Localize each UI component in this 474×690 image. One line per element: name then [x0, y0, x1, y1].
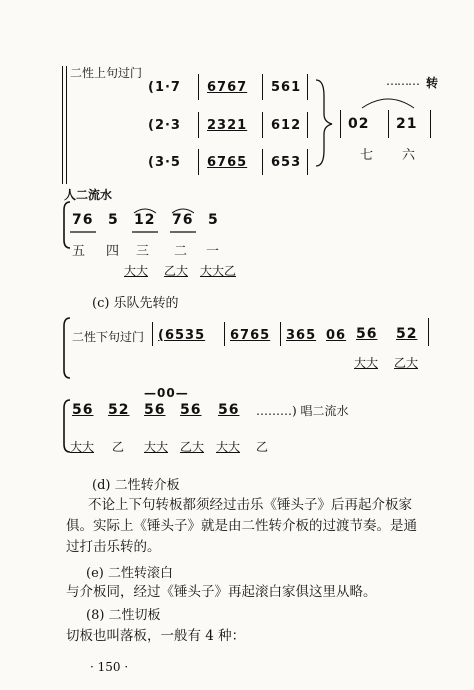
section-c-row2-perc-4: 乙大 — [180, 440, 205, 454]
section-c-g2: 6765 — [230, 328, 271, 343]
block1-row1-g2: 6767 — [207, 80, 248, 95]
block1-m1: 02 — [348, 116, 370, 132]
page-number: · 150 · — [90, 660, 129, 674]
section-c-row2-note-3: 56 — [144, 402, 166, 418]
section-c-perc-2: 乙大 — [394, 356, 419, 370]
block2-note-3: 12 — [134, 212, 156, 228]
section-d-heading: (d) 二性转介板 — [92, 478, 180, 493]
block2-perc-3: 大大乙 — [200, 264, 237, 278]
block1-zhuan: 转 — [426, 76, 439, 90]
block1-row3-g1: (3·5 — [148, 155, 181, 170]
block1-row2-g3: 612 — [271, 118, 302, 133]
section-d-para-line-1: 不论上下句转板都须经过击乐《锤头子》后再起介板家 — [88, 497, 412, 513]
section-c-row2-tail: ………) 唱二流水 — [256, 404, 349, 418]
section-e-heading: (e) 二性转滚白 — [86, 566, 173, 581]
section-c-row2-note-4: 56 — [180, 402, 202, 418]
block1-m2: 21 — [396, 116, 418, 132]
block1-lyric2: 六 — [402, 148, 416, 163]
section-c-row2-perc-5: 大大 — [216, 440, 241, 454]
barline — [428, 318, 429, 346]
barline — [280, 322, 281, 346]
section-c-g4: 06 — [326, 328, 347, 343]
block1-lyric1: 七 — [360, 148, 374, 163]
block2-lyric-5: 一 — [206, 244, 220, 259]
block1-row2-g1: (2·3 — [148, 118, 181, 133]
block2-note-1: 76 — [72, 212, 94, 228]
section-8-para: 切板也叫落板，一般有 4 种： — [66, 628, 246, 644]
section-c-row2-note-5: 56 — [218, 402, 240, 418]
block1-label: 二性上句过门 — [70, 66, 143, 80]
section-c-row2-note-2: 52 — [108, 402, 130, 418]
section-c-heading: (c) 乐队先转的 — [92, 296, 179, 311]
barline — [152, 322, 153, 346]
block2-lyric-2: 四 — [106, 244, 120, 259]
block2-note-5: 5 — [208, 212, 219, 228]
section-c-g1: (6535 — [158, 328, 206, 343]
block2-lyric-4: 二 — [174, 244, 188, 259]
section-d-para-line-2: 俱。实际上《锤头子》就是由二性转介板的过渡节奏。是通 — [66, 518, 417, 534]
section-c-g3: 365 — [286, 328, 317, 343]
block2-lyric-3: 三 — [136, 244, 150, 259]
block2-lyric-1: 五 — [72, 244, 86, 259]
section-c-row2-perc-1: 大大 — [70, 440, 95, 454]
section-c-overmark: —00— — [144, 386, 189, 400]
barline — [224, 322, 225, 346]
block1-row1-g1: (1·7 — [148, 80, 181, 95]
section-c-perc-1: 大大 — [354, 356, 379, 370]
block2-note-4: 76 — [172, 212, 194, 228]
section-c-g6: 52 — [396, 326, 418, 342]
section-c-row2-perc-3: 大大 — [144, 440, 169, 454]
section-c-g5: 56 — [356, 326, 378, 342]
block2-perc-2: 乙大 — [164, 264, 189, 278]
section-c-row2-note-1: 56 — [72, 402, 94, 418]
block2-perc-1: 大大 — [124, 264, 149, 278]
section-c-label: 二性下句过门 — [72, 330, 145, 344]
section-d-para-line-3: 过打击乐转的。 — [66, 539, 161, 555]
block1-row3-g2: 6765 — [207, 155, 248, 170]
section-8-heading: (8) 二性切板 — [86, 608, 161, 623]
section-c-row2-perc-2: 乙 — [112, 440, 125, 454]
block1-row3-g3: 653 — [271, 155, 302, 170]
block1-row2-g2: 2321 — [207, 118, 248, 133]
section-c-row2-perc-6: 乙 — [256, 440, 269, 454]
section-e-para: 与介板同，经过《锤头子》再起滚白家俱这里从略。 — [66, 584, 377, 600]
block1-row1-g3: 561 — [271, 80, 302, 95]
block2-label: 人二流水 — [64, 188, 113, 202]
block2-note-2: 5 — [108, 212, 119, 228]
block1-dots: ……… — [386, 74, 419, 88]
